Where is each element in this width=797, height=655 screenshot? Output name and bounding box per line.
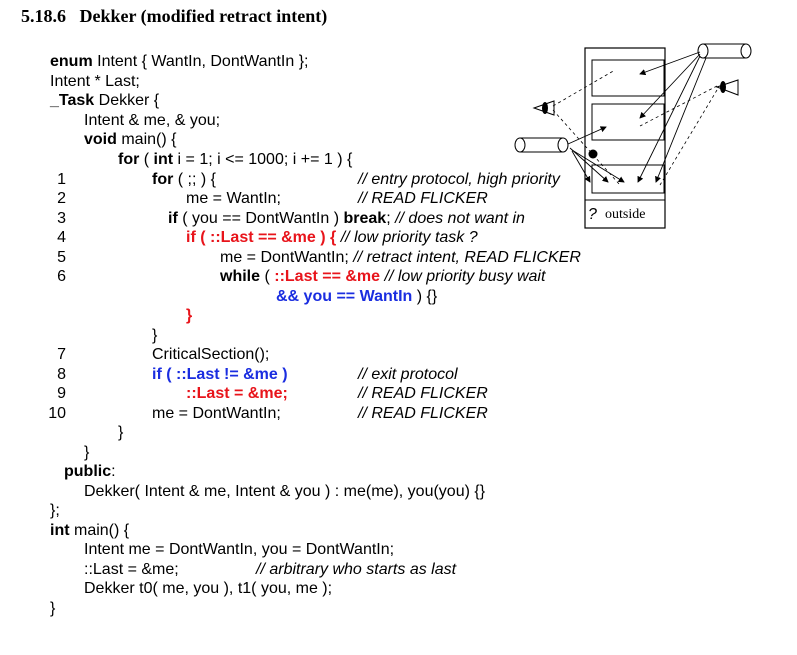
code-line: Dekker( Intent & me, Intent & you ) : me(me), you(you) {} xyxy=(84,483,486,500)
code-line: ::Last = &me; xyxy=(84,561,179,578)
code-line: public: xyxy=(64,463,116,480)
line-number: 7 xyxy=(57,346,66,363)
line-number: 9 xyxy=(57,385,66,402)
line-number: 3 xyxy=(57,210,66,227)
code-line: me = DontWantIn; // retract intent, READ FLICKER xyxy=(220,249,581,266)
code-line: for ( int i = 1; i <= 1000; i += 1 ) { xyxy=(118,151,353,168)
line-number: 4 xyxy=(57,229,66,246)
code-line: } xyxy=(50,600,56,617)
code-comment: // exit protocol xyxy=(358,366,458,383)
compartment-top xyxy=(592,60,664,96)
code-comment: // entry protocol, high priority xyxy=(358,171,560,188)
cylinder-left-icon xyxy=(515,138,568,152)
code-line: void main() { xyxy=(84,131,177,148)
line-number: 1 xyxy=(57,171,66,188)
section-heading: 5.18.6 Dekker (modified retract intent) xyxy=(21,6,328,26)
code-line: && you == WantIn ) {} xyxy=(276,288,438,305)
code-line: } xyxy=(186,307,193,324)
compartment-middle xyxy=(592,104,664,140)
code-line: } xyxy=(152,327,158,344)
code-line: Intent & me, & you; xyxy=(84,112,221,129)
code-line: while ( ::Last == &me // low priority busy wait xyxy=(220,268,546,285)
code-comment: // READ FLICKER xyxy=(358,385,488,402)
code-line: me = DontWantIn; xyxy=(152,405,281,422)
code-line: _Task Dekker { xyxy=(50,92,160,109)
code-line: CriticalSection(); xyxy=(152,346,270,363)
code-comment: // READ FLICKER xyxy=(358,405,488,422)
code-line: if ( ::Last == &me ) { // low priority task ? xyxy=(186,229,478,246)
code-line: } xyxy=(84,444,90,461)
eye-right-icon xyxy=(717,80,738,95)
line-number: 6 xyxy=(57,268,66,285)
question-mark: ? xyxy=(588,206,597,223)
code-line: enum Intent { WantIn, DontWantIn }; xyxy=(50,53,309,70)
eye-left-icon xyxy=(534,101,554,115)
line-number: 2 xyxy=(57,190,66,207)
code-line: int main() { xyxy=(50,522,130,539)
code-line: for ( ;; ) { xyxy=(152,171,216,188)
line-number: 10 xyxy=(48,405,66,422)
code-line: }; xyxy=(50,502,60,519)
code-line: Intent me = DontWantIn, you = DontWantIn; xyxy=(84,541,395,558)
code-line: ::Last = &me; xyxy=(186,385,288,402)
outside-label: outside xyxy=(605,207,646,222)
code-comment: // arbitrary who starts as last xyxy=(256,561,457,578)
code-line: Dekker t0( me, you ), t1( you, me ); xyxy=(84,580,333,597)
line-number: 8 xyxy=(57,366,66,383)
line-number: 5 xyxy=(57,249,66,266)
code-line: me = WantIn; xyxy=(186,190,281,207)
code-line: if ( ::Last != &me ) xyxy=(152,366,288,383)
code-line: Intent * Last; xyxy=(50,73,140,90)
code-line: } xyxy=(118,424,124,441)
code-line: if ( you == DontWantIn ) break; // does not want in xyxy=(168,210,525,227)
code-comment: // READ FLICKER xyxy=(358,190,488,207)
cylinder-top-right-icon xyxy=(698,44,751,58)
